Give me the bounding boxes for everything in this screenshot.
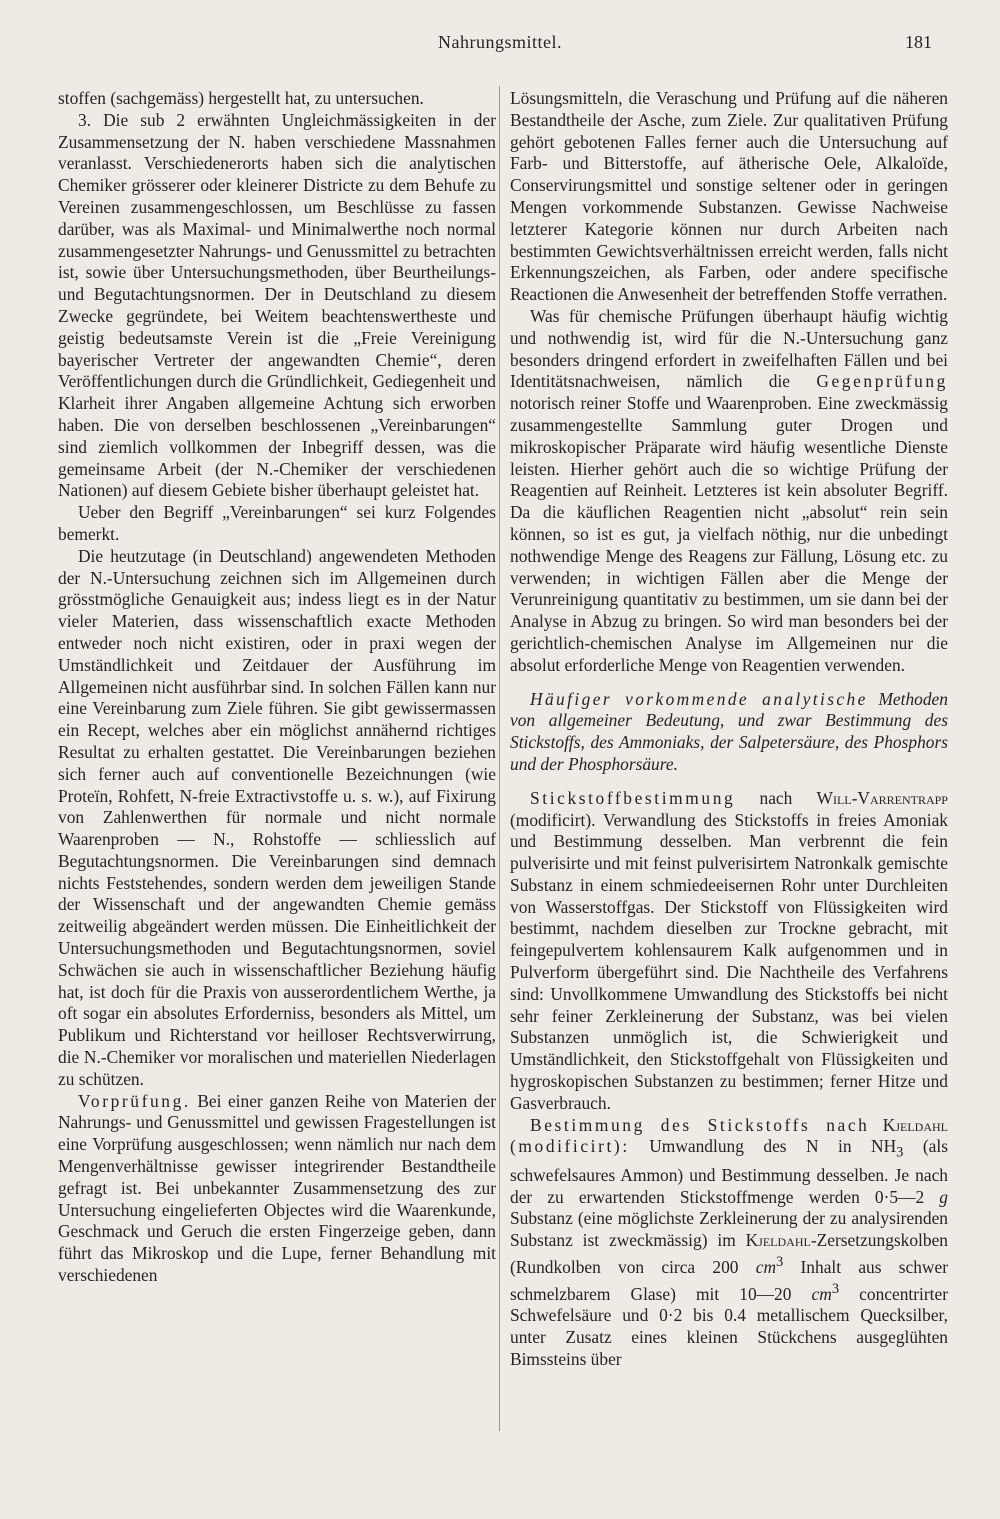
column-divider bbox=[499, 86, 500, 1431]
author-name: Kjeldahl bbox=[745, 1230, 811, 1251]
section-heading: Häufiger vorkommende analytische Methoden von allgemeiner Bedeutung, und zwar Bestimmung des Stickstoffs, des Ammoniaks, der Salpetersäure, des Phosphors und der Phosphorsäure. bbox=[510, 688, 948, 774]
paragraph: Die heutzutage (in Deutschland) angewendeten Methoden der N.-Untersuchung zeichnen sich im Allgemeinen durch grösstmögliche Genauigkeit aus; indess liegt es in der Natur vieler Materien, dass wissenschaftlich exacte Methoden entweder noch nicht existiren, oder in praxi wegen der Umständlichkeit und Zeitdauer der Ausführung im Allgemeinen nicht ausführbar sind. In solchen Fällen kann nur eine Vereinbarung zum Ziele führen. Sie gibt gewissermassen ein Recept, welches aber ein möglichst annähernd richtiges Resultat zu erhalten gestattet. Die Vereinbarungen beziehen sich ferner auch auf conventionelle Bezeichnungen (wie Proteïn, Rohfett, N-freie Extractivstoffe u. s. w.), auf Fixirung von Zahlenwerthen für normale und nicht normale Waarenproben — N., Rohstoffe — schliesslich auf Begutachtungsnormen. Die Vereinbarungen sind demnach nichts Feststehendes, sondern werden dem jeweiligen Stande der Wissenschaft und der angewandten Chemie gemäss zeitweilig abgeändert werden müssen. Die Einheitlichkeit der Untersuchungsmethoden und Begutachtungsnormen, soviel Schwächen sie auch in wissenschaftlicher Beziehung häufig hat, ist doch für die Praxis von ausserordentlichem Werthe, ja oft sogar ein absolutes Erforderniss, besonders als Mittel, um Publikum und Richterstand vor heilloser Rechtsverwirrung, die N.-Chemiker vor moralischen und materiellen Niederlagen zu schützen. bbox=[58, 545, 496, 1089]
right-column bbox=[510, 88, 948, 1370]
author-name: Will-Varrentrapp bbox=[816, 787, 948, 808]
paragraph: 3. Die sub 2 erwähnten Ungleichmässigkeiten in der Zusammensetzung der N. haben verschiedene Massnahmen veranlasst. Verschiedenerorts haben sich die analytischen Chemiker grösserer oder kleinerer Districte zu dem Behufe zu Vereinen zusammengeschlossen, um Beschlüsse zu fassen darüber, was als Maximal- und Minimalwerthe noch normal zusammengesetzter Nahrungs- und Genussmittel zu betrachten ist, sowie über Untersuchungsmethoden, über Beurtheilungs- und Begutachtungsnormen. Der in Deutschland zu diesem Zwecke gegründete, bei Weitem beachtenswertheste und geistig bedeutsamste Verein ist die „Freie Vereinigung bayerischer Vertreter der angewandten Chemie“, deren Veröffentlichungen durch die Gründlichkeit, Gediegenheit und Klarheit ihrer Angaben allgemeine Achtung sich erworben haben. Die von derselben beschlossenen „Vereinbarungen“ sind ziemlich vollkommen der Inbegriff dessen, was die gemeinsame Arbeit (der N.-Chemiker der verschiedenen Nationen) auf diesem Gebiete bisher überhaupt geleistet hat. bbox=[58, 109, 497, 501]
term-stickstoffbestimmung: Stickstoffbestimmung bbox=[530, 787, 736, 808]
paragraph-text: Bei einer ganzen Reihe von Materien der Nahrungs- und Genussmittel und gewissen Fragestellungen ist eine Vorprüfung ausgeschlossen; wenn nämlich nur nach dem Mengenverhältnisse gewisser integrirender Bestandtheile gefragt ist. Bei unbekannter Zusammensetzung des zur Untersuchung eingelieferten Objectes wird die Waarenkunde, Geschmack und Geruch die ersten Fingerzeige geben, dann führt das Mikroskop und die Lupe, ferner Behandlung mit verschiedenen bbox=[58, 1090, 497, 1286]
paragraph-gegenpruefung: Was für chemische Prüfungen überhaupt häufig wichtig und nothwendig ist, wird für die N.-Untersuchung ganz besonders dringend erfordert in zweifelhaften Fällen und bei Identitätsnachweisen, nämlich die Gegenprüfung notorisch reiner Stoffe und Waarenproben. Eine zweckmässig zusammengestellte Sammlung guter Drogen und mikroskopischer Präparate wird häufig wesentliche Dienste leisten. Hierher gehört auch die so wichtige Prüfung der Reagentien auf Reinheit. Letzteres ist kein absoluter Begriff. Da die käuflichen Reagentien nicht „absolut“ rein sein können, so ist es gut, ja vielfach nöthig, nur die unbedingt nothwendige Menge des Reagens zur Fällung, Lösung etc. zu verwenden; in wichtigen Fällen aber die Menge der Verunreinigung quantitativ zu bestimmen, um sie dann bei der Analyse in Abzug zu bringen. So wird man besonders bei der gerichtlich-chemischen Analyse im Allgemeinen nur die absolut erforderliche Menge von Reagentien verwenden. bbox=[510, 305, 948, 675]
paragraph-will-varrentrapp: Stickstoffbestimmung nach Will-Varrentrapp (modificirt). Verwandlung des Stickstoffs in freies Amoniak und Bestimmung desselben. Man verbrennt die fein pulverisirte und mit feinst pulverisirtem Natronkalk gemischte Substanz in einem schmiedeeisernen Rohr unter Durchleiten von Wasserstoffgas. Der Stickstoff von Flüssigkeiten wird bestimmt, nachdem dieselben zur Trockne gebracht, mit feingepulvertem kohlensaurem Kalk aufgenommen und in Pulverform übergeführt sind. Die Nachtheile des Verfahrens sind: Unvollkommene Umwandlung des Stickstoffs bei nicht sehr feiner Zerkleinerung der Substanz, was bei vielen Substanzen unmöglich ist, die Schwierigkeit und Umständlichkeit, den Stickstoffgehalt von Flüssigkeiten und hygroskopischen Substanzen zu bestimmen; ferner Hitze und Gasverbrauch. bbox=[510, 787, 948, 1113]
paragraph: Ueber den Begriff „Vereinbarungen“ sei kurz Folgendes bemerkt. bbox=[58, 502, 496, 544]
paragraph: Lösungsmitteln, die Veraschung und Prüfung auf die näheren Bestandtheile der Asche, zum Ziele. Zur qualitativen Prüfung gehört gebotenen Falles ferner auch die Untersuchung auf Farb- und Bitterstoffe, auf ätherische Oele, Alkaloïde, Conservirungsmittel und sonstige seltener oder in geringen Mengen vorkommende Substanzen. Gewisse Nachweise letzterer Kategorie können nur durch Arbeiten nach bestimmten Gewichtsverhältnissen erreicht werden, falls nicht Erkennungszeichen, als Farben, oder andere specifische Reactionen die Anwesenheit der betreffenden Stoffe verrathen. bbox=[510, 88, 948, 305]
running-title: Nahrungsmittel. bbox=[438, 32, 562, 52]
paragraph-vorpruefung bbox=[58, 1091, 496, 1287]
author-name: Kjeldahl bbox=[882, 1114, 948, 1135]
page-number: 181 bbox=[905, 32, 932, 52]
term-vorpruefung: Vorprüfung. bbox=[78, 1090, 191, 1111]
paragraph-kjeldahl: Bestimmung des Stickstoffs nach Kjeldahl (modificirt): Umwandlung des N in $NH_3$ (als schwefelsaures Ammon) und Bestimmung desselben. Je nach der zu erwartenden Stickstoffmenge werden 0·5—2 g Substanz (eine möglichste Zerkleinerung der zu analysirenden Substanz ist zweckmässig) im Kjeldahl-Zersetzungskolben (Rundkolben von circa 200 $cm^3$ Inhalt aus schwer schmelzbarem Glase) mit 10—20 $cm^3$ concentrirter Schwefelsäure und 0·2 bis 0.4 metallischem Quecksilber, unter Zusatz eines kleinen Stückchens ausgeglühten Bimssteins über bbox=[510, 1114, 948, 1369]
term-kjeldahl: Bestimmung des Stickstoffs nach bbox=[530, 1114, 870, 1135]
page-header bbox=[0, 32, 1000, 60]
left-column bbox=[58, 88, 496, 1287]
paragraph: stoffen (sachgemäss) hergestellt hat, zu untersuchen. bbox=[58, 88, 424, 108]
term-gegenpruefung: Gegenprüfung bbox=[816, 371, 948, 392]
